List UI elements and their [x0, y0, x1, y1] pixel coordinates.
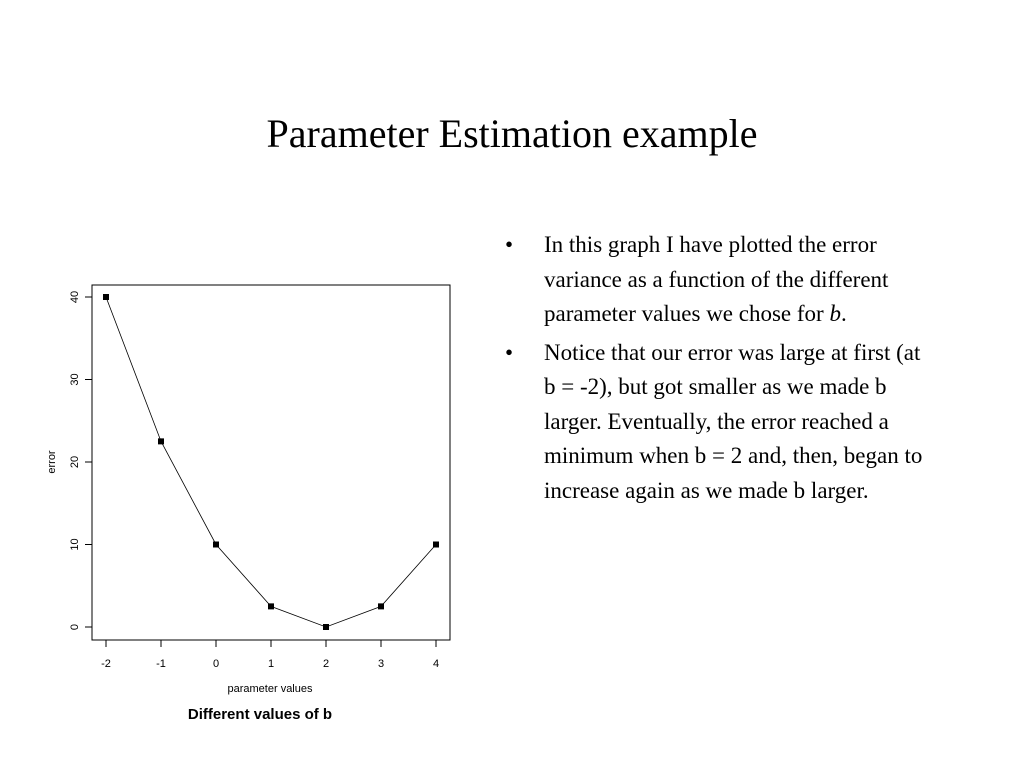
y-tick-label: 10 [69, 538, 81, 551]
x-tick-label: 1 [267, 658, 275, 670]
y-tick-label: 20 [69, 455, 81, 469]
data-point [268, 603, 274, 609]
data-point [323, 624, 329, 630]
x-tick-label: -1 [156, 658, 166, 670]
plot-frame [92, 285, 450, 640]
bullet-text: In this graph I have plotted the error variance as a function of the different parameter values we chose for [544, 232, 889, 326]
bullet-item [505, 336, 935, 509]
slide-title: Parameter Estimation example [266, 111, 758, 156]
bullet-text-italic: b [829, 301, 841, 326]
data-point [213, 542, 219, 548]
series-line [106, 297, 436, 627]
x-tick-label: 2 [322, 658, 330, 670]
y-tick-label: 0 [69, 623, 81, 631]
y-axis-label: error [46, 450, 58, 474]
y-tick-label: 30 [69, 373, 81, 386]
data-point [378, 603, 384, 609]
data-series [103, 294, 439, 630]
x-tick-label: 4 [432, 658, 440, 670]
x-axis-label: parameter values [227, 683, 313, 695]
x-tick-label: -2 [101, 658, 111, 670]
data-point [433, 542, 439, 548]
bullet-marker: • [505, 339, 514, 365]
y-axis [69, 291, 92, 630]
y-tick-label: 40 [69, 290, 81, 304]
x-tick-label: 0 [212, 658, 220, 670]
bullet-text-end: . [840, 301, 847, 326]
x-tick-label: 3 [377, 658, 385, 670]
chart-caption: Different values of b [187, 706, 333, 723]
bullet-list [505, 228, 935, 512]
data-point [103, 294, 109, 300]
x-axis [101, 640, 439, 670]
bullet-item [505, 228, 935, 332]
bullet-marker: • [505, 232, 514, 257]
data-point [158, 438, 164, 444]
bullet-text: Notice that our error was large at first (at b = -2), but got smaller as we made b larger. Eventually, the error reached a minimum when b = 2 and, then, began to increase again as we made b larger. [544, 339, 923, 503]
